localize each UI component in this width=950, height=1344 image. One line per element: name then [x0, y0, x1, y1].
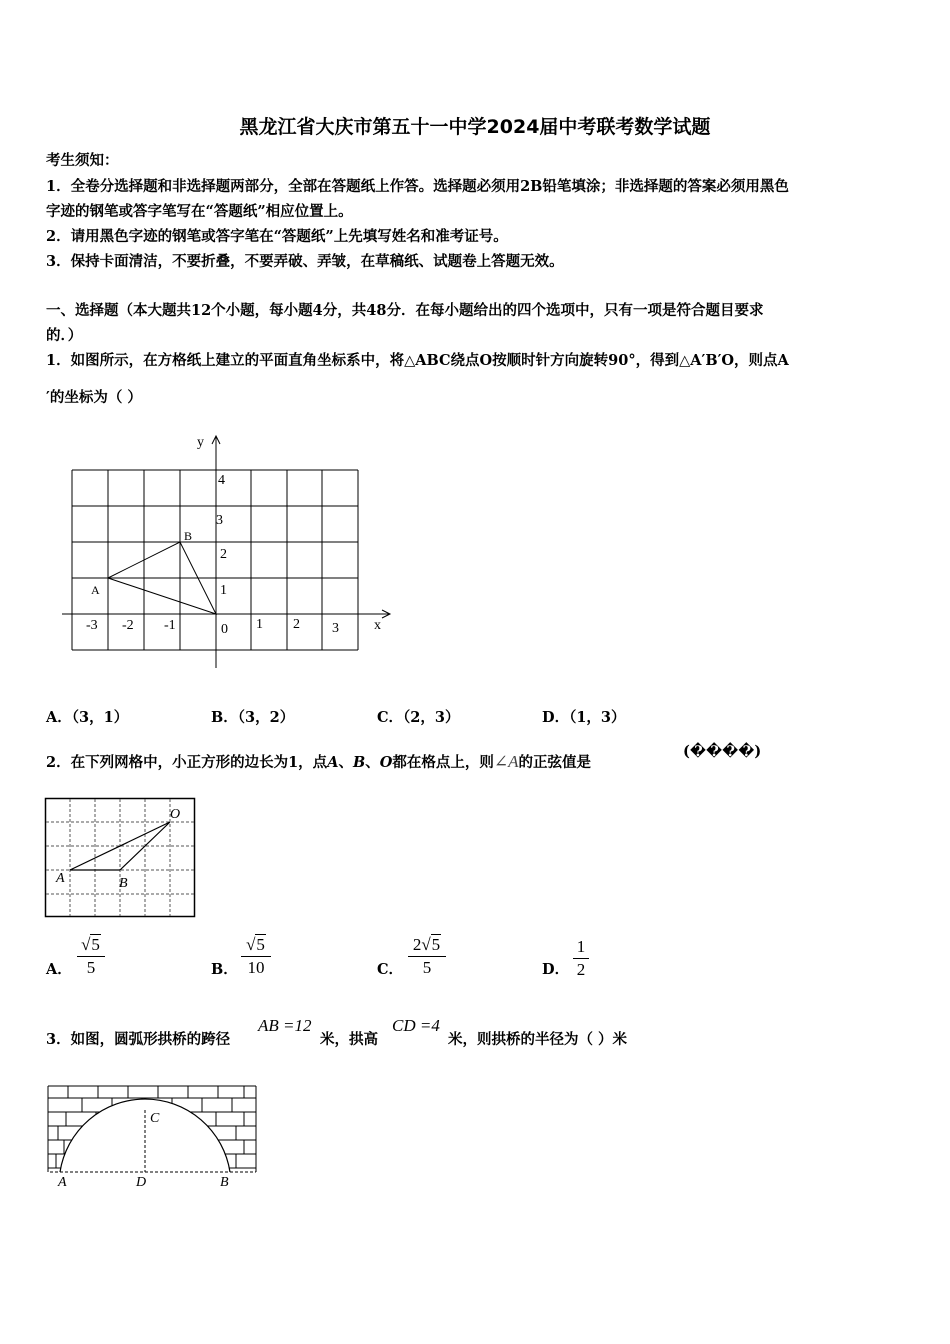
- q2-text: 都在格点上，则: [392, 754, 494, 771]
- y-tick-label: 1: [220, 583, 227, 598]
- point-o-label: O: [170, 807, 181, 822]
- q1-coordinate-figure: [56, 428, 401, 673]
- q2-point: A: [327, 754, 339, 771]
- section-heading-cont: 的．）: [46, 327, 83, 344]
- option-text: （2，3）: [403, 709, 460, 726]
- x-tick-label: -3: [86, 618, 98, 633]
- q2-text: 2．在下列网格中，小正方形的边长为1，点: [46, 754, 328, 771]
- notice-item: 2．请用黑色字迹的钢笔或答字笔在“答题纸”上先填写姓名和准考证号。: [46, 228, 508, 245]
- notice-heading: 考生须知：: [46, 152, 119, 169]
- option-label: D．: [542, 709, 570, 726]
- point-a-label: A: [91, 583, 100, 597]
- x-tick-label: 3: [332, 621, 339, 636]
- point-d-label: D: [136, 1175, 147, 1190]
- option-text: （3，1）: [71, 709, 129, 726]
- q2-option-d-fraction: [573, 937, 589, 980]
- fraction-numerator: 2√5: [412, 935, 441, 954]
- option-label: C．: [377, 709, 404, 726]
- q1-option-c[interactable]: [377, 706, 459, 727]
- q1-stem: 1．如图所示，在方格纸上建立的平面直角坐标系中，将△ABC绕点O按顺时针方向旋转90°，得到△A′B′O，则点A: [46, 352, 789, 369]
- notice-item: 3．保持卡面清洁，不要折叠，不要弄破、弄皱，在草稿纸、试题卷上答题无效。: [46, 253, 564, 270]
- fraction-bar: [573, 958, 589, 959]
- q2-grid-figure: [44, 797, 198, 919]
- q1-stem-cont: ′的坐标为（ ）: [46, 389, 142, 406]
- x-tick-label: 2: [293, 617, 300, 632]
- q2-option-b-fraction: [241, 935, 271, 978]
- y-tick-label: 2: [220, 547, 227, 562]
- q2-option-c-fraction: [408, 935, 446, 978]
- radicand: 5: [431, 935, 441, 954]
- fraction-bar: [77, 956, 105, 957]
- q2-point: B: [352, 754, 366, 771]
- q2-stem-tail: (����): [683, 743, 762, 760]
- fraction-denominator: 10: [247, 958, 265, 977]
- q2-option-b-label[interactable]: B．: [211, 961, 238, 978]
- x-tick-label: 1: [256, 617, 263, 632]
- notice-item: 1．全卷分选择题和非选择题两部分，全部在答题纸上作答。选择题必须用2B铅笔填涂；非选择题的答案必须用黑色: [46, 178, 789, 195]
- q2-text: 、: [365, 754, 380, 771]
- page-title: 黑龙江省大庆市第五十一中学2024届中考联考数学试题: [239, 116, 711, 138]
- point-b-label: B: [220, 1175, 229, 1190]
- x-tick-label: -1: [164, 618, 176, 633]
- q2-option-a-label[interactable]: A．: [46, 961, 72, 978]
- q2-point: O: [379, 754, 393, 771]
- q2-text: 的正弦值是: [518, 754, 591, 771]
- q1-option-a[interactable]: [46, 706, 128, 727]
- point-b-label: B: [184, 529, 193, 543]
- fraction-numerator: 1: [576, 937, 586, 956]
- point-c-label: C: [150, 1111, 160, 1126]
- option-label: B．: [211, 709, 238, 726]
- radicand: 5: [256, 935, 265, 954]
- radicand: 5: [91, 935, 100, 954]
- q3-stem-mid: 米，拱高: [320, 1031, 378, 1048]
- fraction-denominator: 2: [576, 960, 586, 979]
- x-tick-label: -2: [122, 618, 134, 633]
- fraction-denominator: 5: [86, 958, 96, 977]
- q1-option-d[interactable]: [542, 706, 626, 727]
- q3-height-cd: CD =4: [392, 1016, 440, 1035]
- q2-option-c-label[interactable]: C．: [377, 961, 404, 978]
- coefficient: 2: [412, 935, 422, 954]
- origin-label: 0: [221, 622, 228, 637]
- q2-stem: [46, 752, 591, 773]
- x-axis-label: x: [374, 618, 381, 633]
- fraction-numerator: √5: [81, 935, 100, 954]
- point-a-label: A: [58, 1175, 67, 1190]
- q3-stem-suffix: 米，则拱桥的半径为（ ）米: [448, 1031, 628, 1048]
- y-tick-label: 4: [218, 473, 225, 488]
- point-b-label: B: [119, 876, 128, 891]
- y-tick-label: 3: [216, 513, 223, 528]
- notice-item: 字迹的钢笔或答字笔写在“答题纸”相应位置上。: [46, 203, 353, 220]
- section-heading: 一、选择题（本大题共12个小题，每小题4分，共48分．在每小题给出的四个选项中，只有一项是符合题目要求: [46, 302, 764, 319]
- point-a-label: A: [56, 871, 65, 886]
- fraction-numerator: √5: [246, 935, 265, 954]
- q3-span-ab: AB =12: [258, 1016, 312, 1035]
- fraction-denominator: 5: [422, 958, 432, 977]
- q1-option-b[interactable]: [211, 706, 294, 727]
- q3-bridge-figure: [44, 1080, 264, 1192]
- fraction-bar: [241, 956, 271, 957]
- q2-option-a-fraction: [77, 935, 105, 978]
- q2-angle: ∠A: [493, 752, 519, 771]
- q3-stem-prefix: 3．如图，圆弧形拱桥的跨径: [46, 1031, 231, 1048]
- option-text: （3，2）: [237, 709, 295, 726]
- option-text: （1，3）: [569, 709, 626, 726]
- fraction-bar: [408, 956, 446, 957]
- option-label: A．: [46, 709, 72, 726]
- y-axis-label: y: [197, 435, 204, 450]
- q2-option-d-label[interactable]: D．: [542, 961, 570, 978]
- q2-text: 、: [338, 754, 353, 771]
